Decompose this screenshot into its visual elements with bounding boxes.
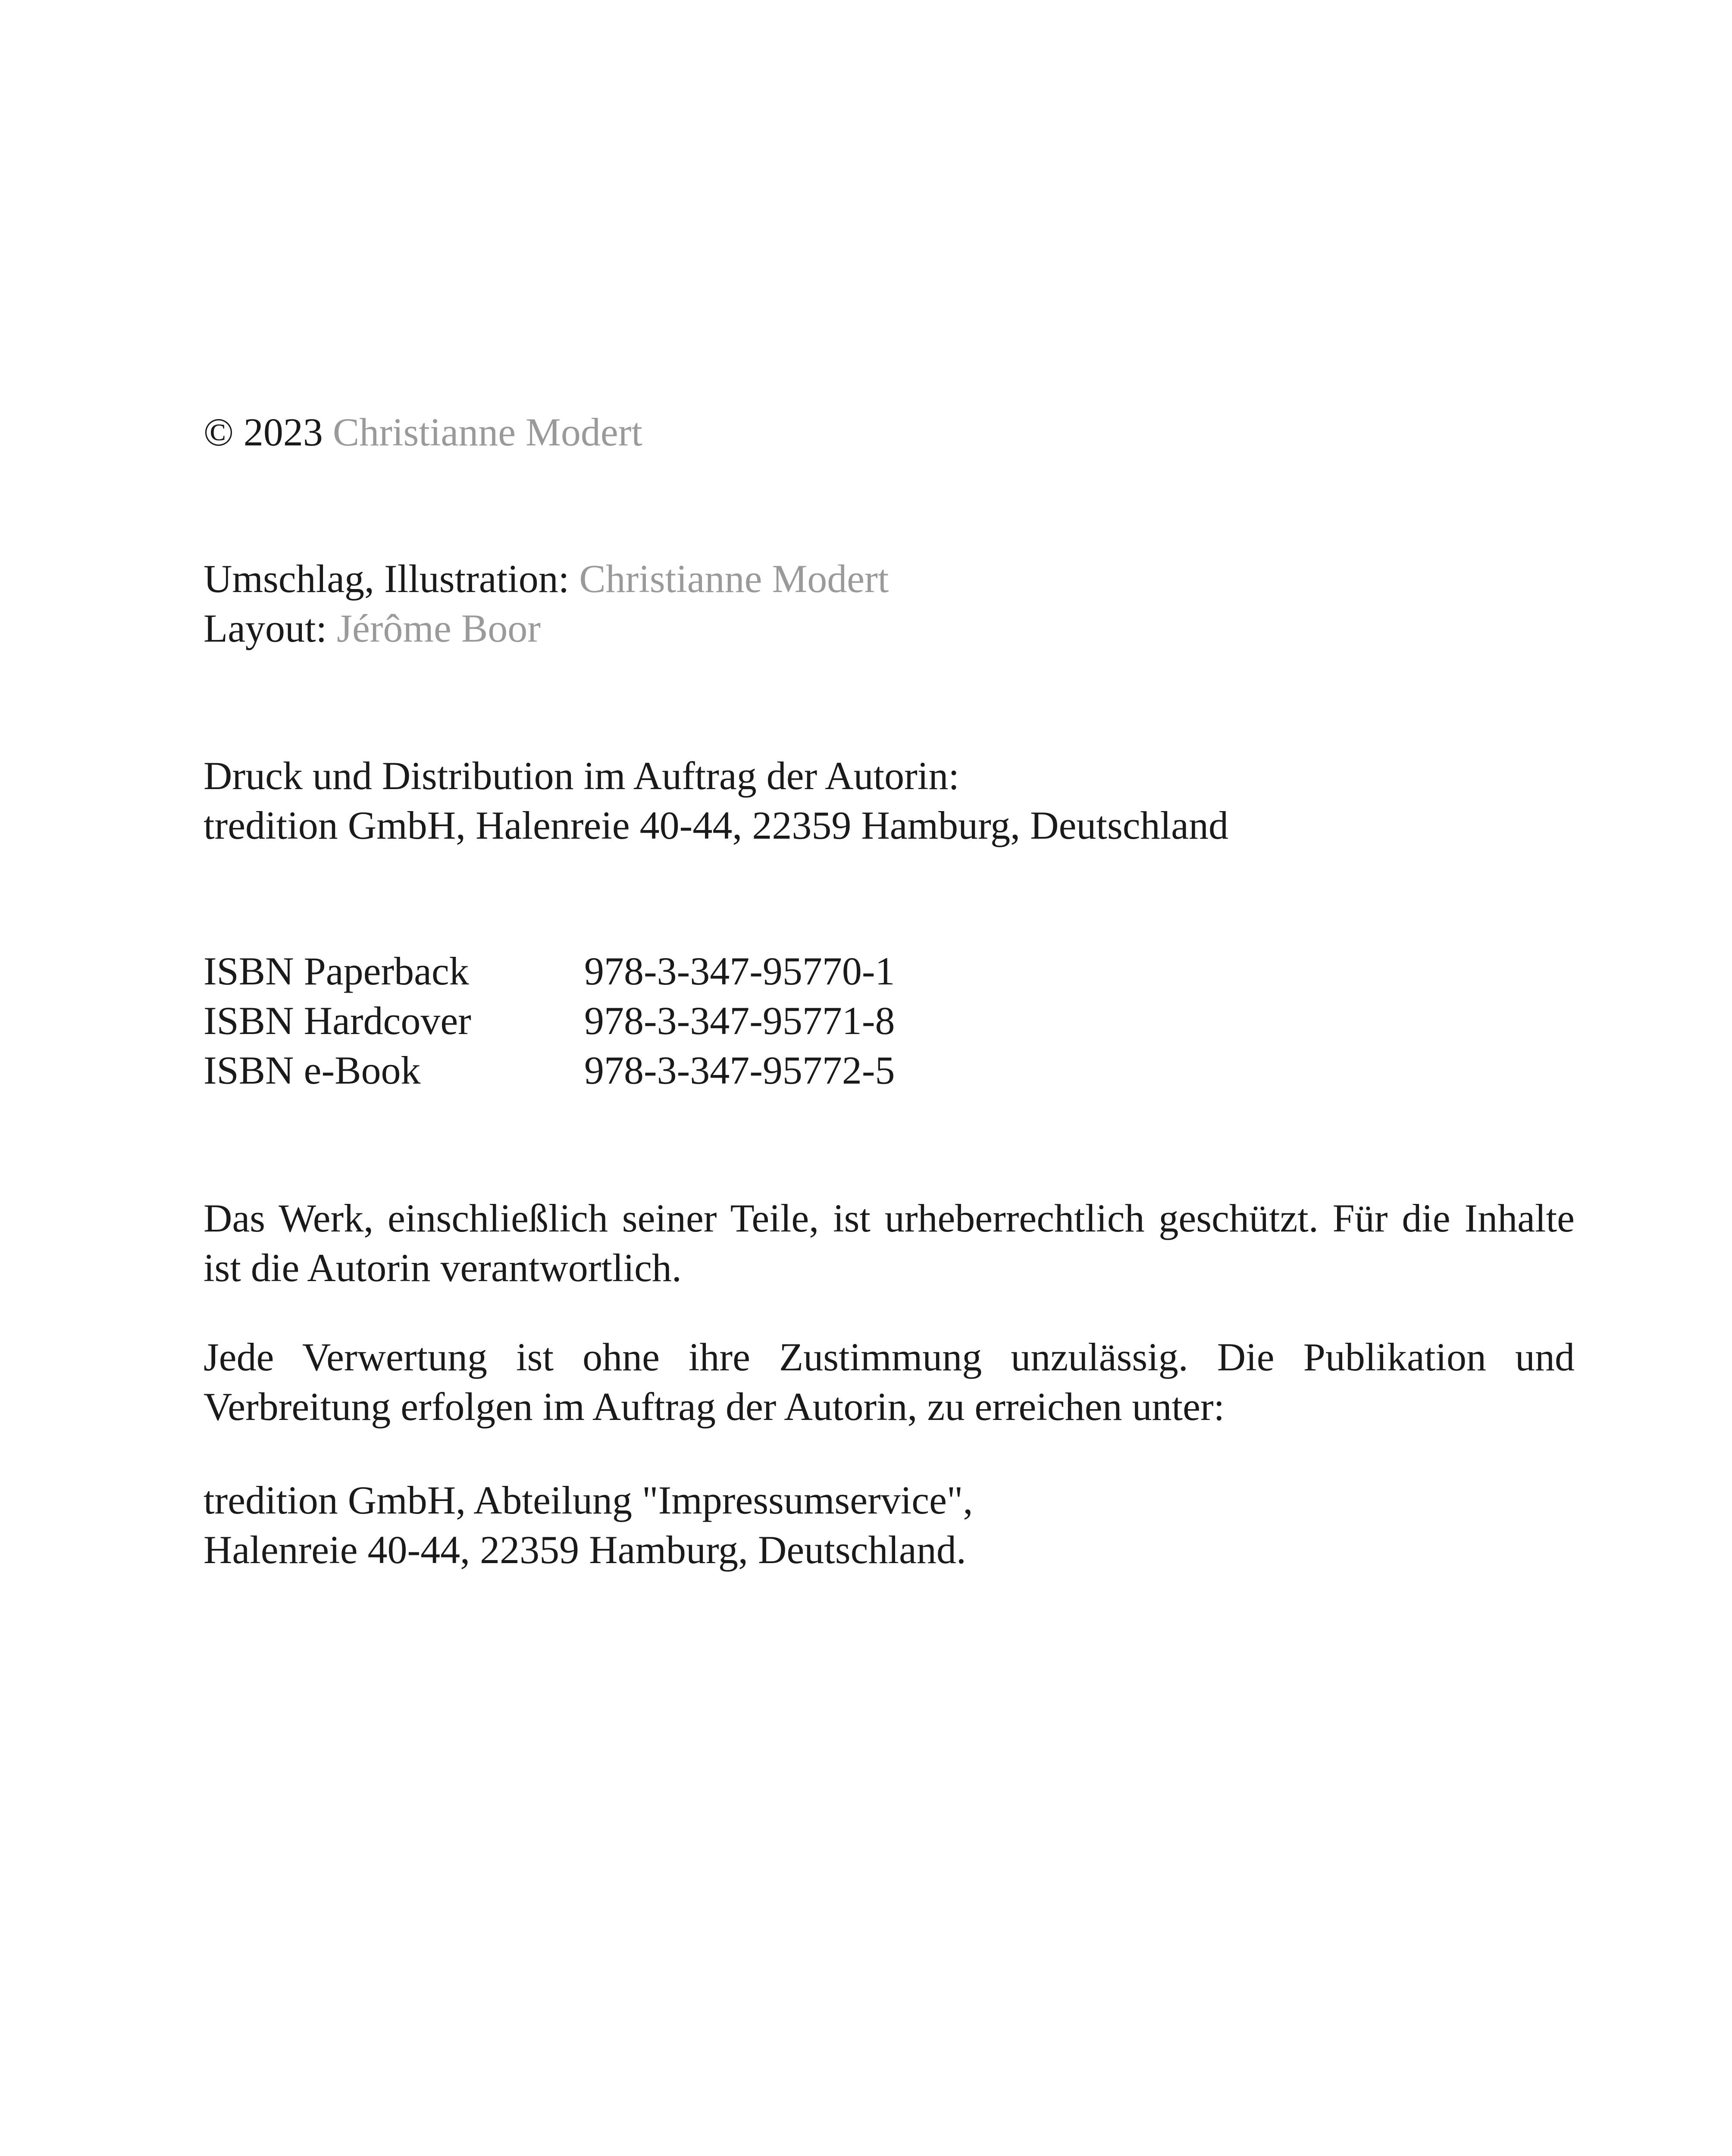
address-line-2: Halenreie 40-44, 22359 Hamburg, Deutschland. <box>204 1528 966 1572</box>
copyright-prefix: © 2023 <box>204 410 323 454</box>
publisher-address <box>204 1476 1575 1575</box>
copyright-holder: Christianne Modert <box>332 410 642 454</box>
distribution-info <box>204 751 1575 850</box>
distribution-line-1: Druck und Distribution im Auftrag der Autorin: <box>204 754 959 798</box>
layout-credit-label: Layout: <box>204 606 327 650</box>
layout-credit <box>204 604 1575 653</box>
cover-credit <box>204 554 1575 604</box>
isbn-label: ISBN Paperback <box>204 949 469 993</box>
distribution-line-2: tredition GmbH, Halenreie 40-44, 22359 Hamburg, Deutschland <box>204 803 1228 847</box>
usage-notice: Jede Verwertung ist ohne ihre Zustimmung unzulässig. Die Publikation und Verbreitung erfolgen im Auftrag der Autorin, zu erreichen unter: <box>204 1335 1575 1429</box>
copyright-line <box>204 407 1575 457</box>
isbn-label: ISBN e-Book <box>204 1048 421 1092</box>
cover-credit-value: Christianne Modert <box>579 557 889 601</box>
isbn-label: ISBN Hardcover <box>204 999 471 1043</box>
isbn-row-ebook <box>204 1046 1575 1095</box>
cover-credit-label: Umschlag, Illustration: <box>204 557 570 601</box>
credits <box>204 554 1575 653</box>
isbn-row-hardcover <box>204 996 1575 1046</box>
isbn-list <box>204 946 1575 1095</box>
isbn-value: 978-3-347-95770-1 <box>584 949 895 993</box>
layout-credit-value: Jérôme Boor <box>337 606 541 650</box>
isbn-value: 978-3-347-95771-8 <box>584 999 895 1043</box>
copyright-notice: Das Werk, einschließlich seiner Teile, ist urheberrechtlich geschützt. Für die Inhalte ist die Autorin verantwortlich. <box>204 1196 1575 1290</box>
isbn-row-paperback <box>204 946 1575 996</box>
isbn-value: 978-3-347-95772-5 <box>584 1048 895 1092</box>
address-line-1: tredition GmbH, Abteilung "Impressumservice", <box>204 1478 973 1522</box>
